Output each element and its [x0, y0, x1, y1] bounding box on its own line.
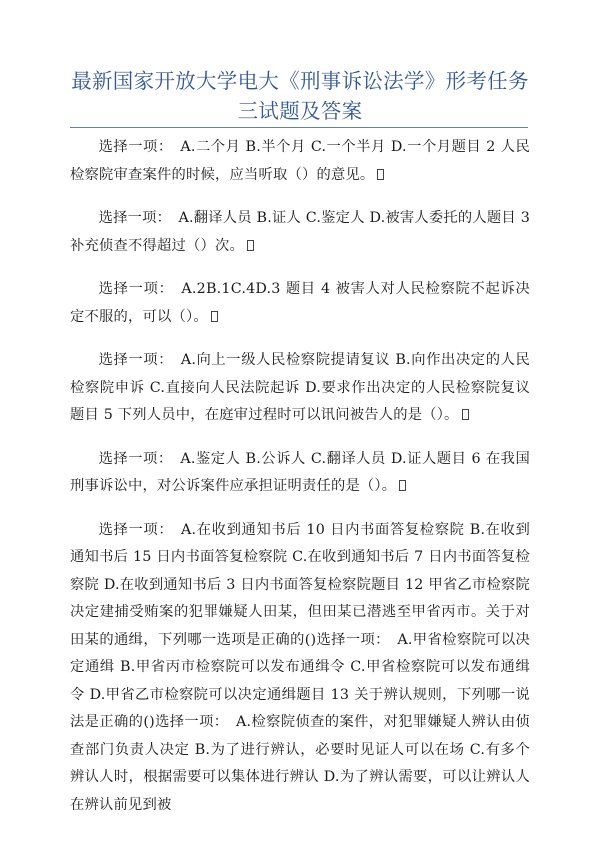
document-body: [70, 134, 530, 835]
paragraph-2: [70, 205, 530, 260]
paragraph-mark-icon: [247, 240, 254, 251]
paragraph-3: [70, 276, 530, 331]
paragraph-5: [70, 446, 530, 501]
paragraph-text: 选择一项： A.2B.1C.4D.3 题目 4 被害人对人民检察院不起诉决定不服的，可以（）。: [70, 281, 530, 325]
paragraph-6: [70, 517, 530, 820]
document-title: 最新国家开放大学电大《刑事诉讼法学》形考任务三试题及答案: [71, 69, 529, 123]
paragraph-mark-icon: [211, 311, 218, 322]
paragraph-4: [70, 347, 530, 430]
paragraph-text: 选择一项： A.在收到通知书后 10 日内书面答复检察院 B.在收到通知书后 15 日内书面答复检察院 C.在收到通知书后 7 日内书面答复检察院 D.在收到通知书后 3 日内书面答复检察院题目 12 甲省乙市检察院决定建捕受贿案的犯罪嫌疑人田某，但田某已潜逃至甲省丙市。关于对田某的通缉，下列哪一选项是正确的()选择一项： A.甲省检察院可以决定通缉 B.甲省丙市检察院可以发布通缉令 C.甲省检察院可以发布通缉令 D.甲省乙市检察院可以决定通缉题目 13 关于辨认规则，下列哪一说法是正确的()选择一项： A.检察院侦查的案件，对犯罪嫌疑人辨认由侦查部门负责人决定 B.为了进行辨认，必要时见证人可以在场 C.有多个辨认人时，根据需要可以集体进行辨认 D.为了辨认需要，可以让辨认人在辨认前见到被: [70, 521, 530, 813]
title-divider: [70, 127, 528, 128]
paragraph-text: 选择一项： A.翻译人员 B.证人 C.鉴定人 D.被害人委托的人题目 3 补充侦查不得超过（）次。: [70, 210, 530, 254]
paragraph-mark-icon: [399, 480, 406, 491]
paragraph-1: [70, 134, 530, 189]
paragraph-text: 选择一项： A.鉴定人 B.公诉人 C.翻译人员 D.证人题目 6 在我国刑事诉讼中，对公诉案件应承担证明责任的是（）。: [70, 450, 530, 494]
paragraph-mark-icon: [462, 409, 469, 420]
paragraph-text: 选择一项： A.向上一级人民检察院提请复议 B.向作出决定的人民检察院申诉 C.直接向人民法院起诉 D.要求作出决定的人民检察院复议题目 5 下列人员中，在庭审过程时可以讯问被告人的是（）。: [70, 352, 530, 423]
paragraph-text: 选择一项： A.二个月 B.半个月 C.一个半月 D.一个月题目 2 人民检察院审查案件的时候，应当听取（）的意见。: [70, 139, 530, 183]
paragraph-mark-icon: [377, 169, 384, 180]
